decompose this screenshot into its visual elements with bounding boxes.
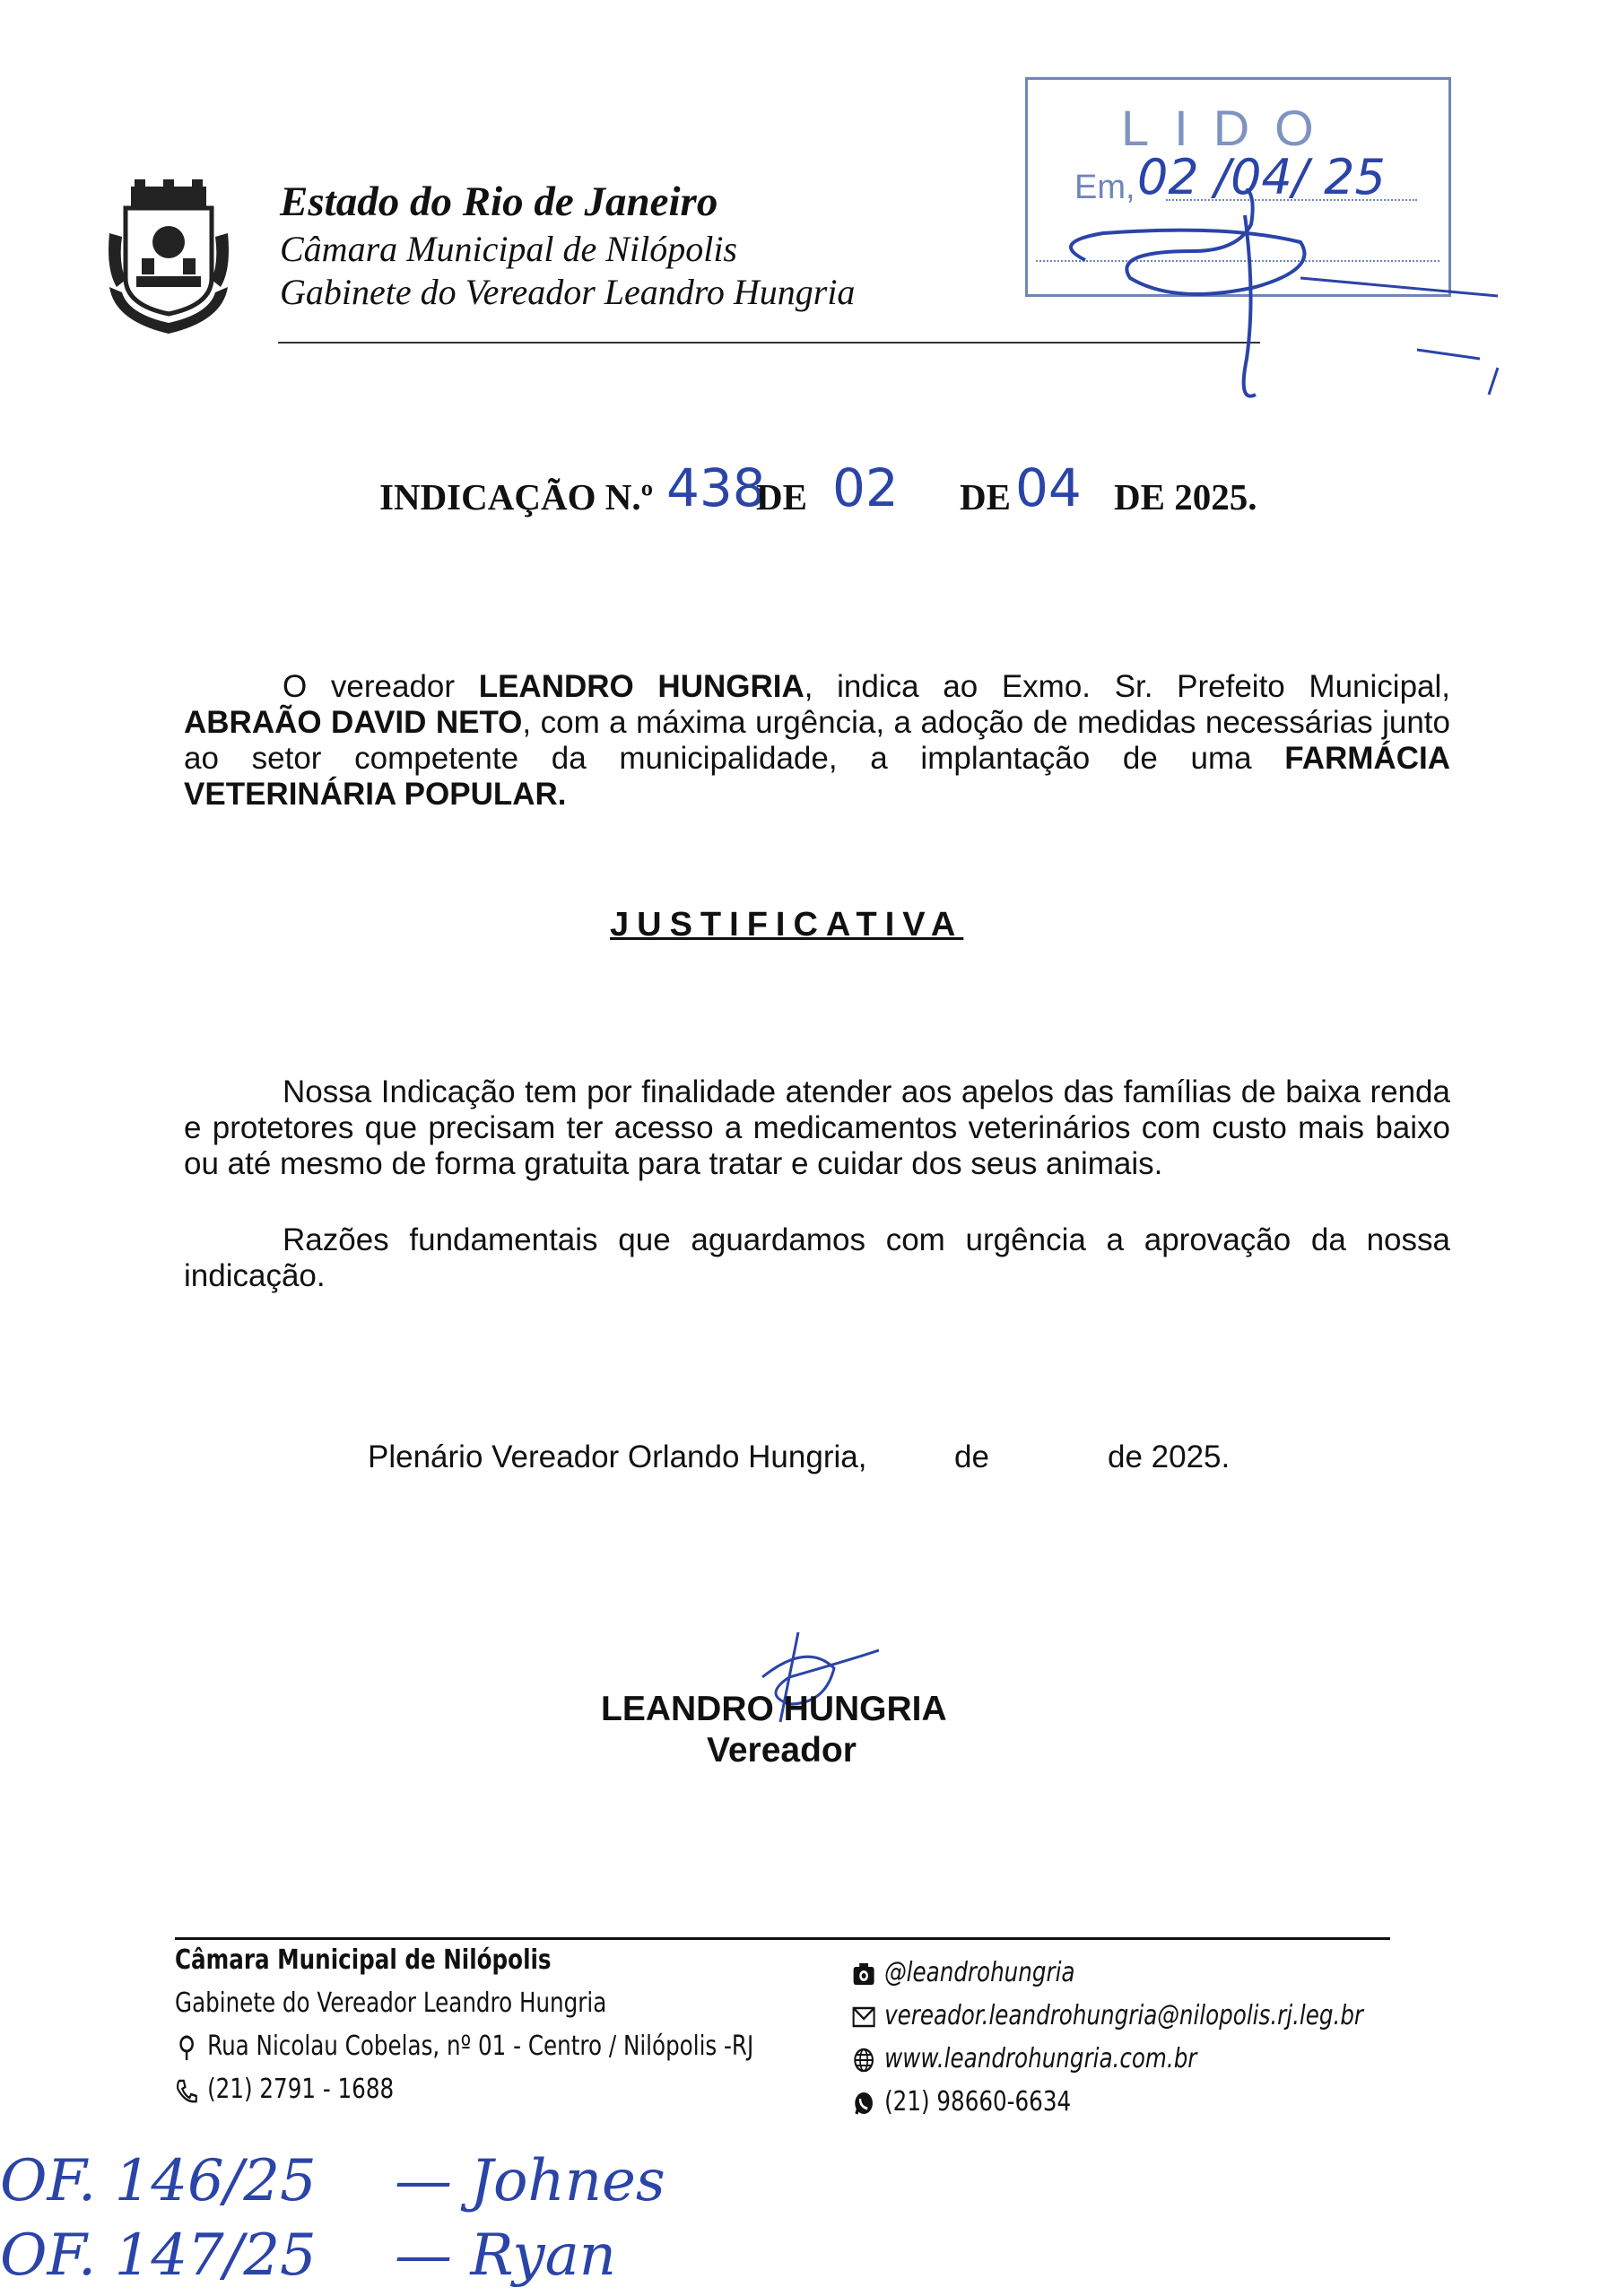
handwritten-note-2: OF. 147/25	[0, 2222, 317, 2289]
footer-whatsapp: (21) 98660-6634	[852, 2086, 1071, 2118]
stamp-em: Em,	[1074, 169, 1135, 206]
mayor-name: ABRAÃO DAVID NETO	[184, 705, 523, 740]
signature-role: Vereador	[707, 1731, 857, 1770]
header-chamber: Câmara Municipal de Nilópolis	[280, 229, 737, 269]
pharmacy-name: FARMÁCIA VETERINÁRIA POPULAR.	[184, 741, 1450, 812]
title-number: 438	[666, 457, 766, 518]
envelope-icon	[852, 2005, 875, 2030]
header-office: Gabinete do Vereador Leandro Hungria	[280, 272, 856, 312]
header-state: Estado do Rio de Janeiro	[280, 178, 718, 225]
handwritten-signature-1: — Johnes	[395, 2148, 665, 2214]
title-de-1: DE	[756, 476, 807, 517]
whatsapp-icon	[852, 2091, 875, 2116]
stamp-label: LIDO	[1121, 100, 1339, 156]
footer-address: Rua Nicolau Cobelas, nº 01 - Centro / Nilópolis -RJ	[175, 2031, 753, 2062]
indication-paragraph: O vereador LEANDRO HUNGRIA, indica ao Exmo. Sr. Prefeito Municipal, ABRAÃO DAVID NETO, com a máxima urgência, a adoção de medidas necessárias junto ao setor competente da municipalidade, a implantação de uma FARMÁCIA VETERINÁRIA POPULAR.	[184, 669, 1451, 812]
title-day: 02	[832, 457, 899, 518]
nilopolis-crest-icon	[106, 179, 231, 336]
councilor-name: LEANDRO HUNGRIA	[478, 669, 804, 704]
title-year: DE 2025.	[1114, 476, 1257, 517]
reasons-paragraph: Razões fundamentais que aguardamos com urgência a aprovação da nossa indicação.	[184, 1222, 1450, 1293]
camera-icon	[852, 1961, 875, 1987]
justification-paragraph: Nossa Indicação tem por finalidade atender aos apelos das famílias de baixa renda e protetores que precisam ter acesso a medicamentos veterinários com custo mais baixo ou até mesmo de forma gratuita para tratar e cuidar dos seus animais.	[184, 1074, 1450, 1181]
footer-instagram: @leandrohungria	[852, 1957, 1075, 1988]
footer-office: Gabinete do Vereador Leandro Hungria	[175, 1987, 607, 2019]
footer-website: www.leandrohungria.com.br	[852, 2043, 1196, 2074]
justification-heading: JUSTIFICATIVA	[610, 906, 964, 944]
handwritten-note-1: OF. 146/25	[0, 2148, 317, 2214]
stamp-date: 02 /04/ 25	[1137, 149, 1386, 205]
place-year: de 2025.	[1108, 1439, 1231, 1474]
footer-phone: (21) 2791 - 1688	[175, 2074, 394, 2105]
signature-name: LEANDRO HUNGRIA	[601, 1690, 947, 1728]
location-pin-icon	[175, 2035, 198, 2060]
title-prefix: INDICAÇÃO N.º	[379, 476, 654, 517]
footer-email: vereador.leandrohungria@nilopolis.rj.leg.br	[852, 2000, 1363, 2031]
footer-chamber: Câmara Municipal de Nilópolis	[175, 1944, 552, 1976]
title-de-2: DE	[960, 476, 1011, 517]
place-text: Plenário Vereador Orlando Hungria,	[368, 1439, 867, 1474]
place-de: de	[954, 1439, 989, 1474]
globe-icon	[852, 2048, 875, 2073]
phone-icon	[175, 2078, 198, 2103]
handwritten-signature-2: — Ryan	[395, 2222, 616, 2289]
stamp-signature-icon	[1031, 188, 1516, 413]
footer-divider	[175, 1937, 1390, 1940]
title-month: 04	[1015, 457, 1082, 518]
